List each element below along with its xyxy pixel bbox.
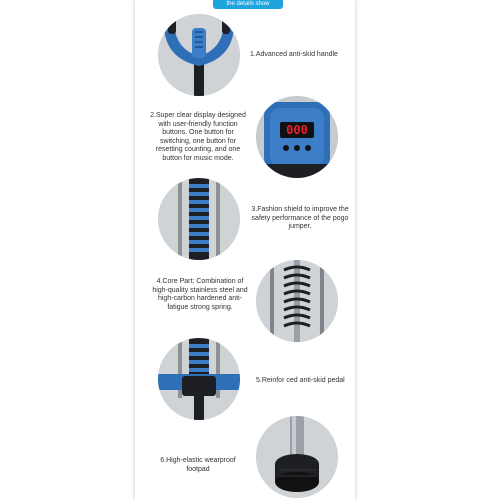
feature-2-caption: 2.Super clear display designed with user-friendly function buttons. One button for switching, one button for resetting counting, and one button for music mode. xyxy=(150,112,246,162)
feature-5-caption: 5.Reinfor ced anti-skid pedal xyxy=(256,377,345,384)
handle-graphic xyxy=(158,14,240,96)
feature-4-caption: 4.Core Part: Combination of high-quality stainless steel and high-carbon hardened anti-fatigue strong spring. xyxy=(152,278,248,311)
feature-1-caption: 1.Advanced anti-skid handle xyxy=(250,51,338,58)
footpad-image xyxy=(256,416,338,498)
spring-image xyxy=(256,260,338,342)
pedal-graphic xyxy=(158,338,240,420)
details-header: the details show xyxy=(213,0,283,9)
display-image xyxy=(256,96,338,178)
feature-6-caption: 6.High-elastic wearproof footpad xyxy=(160,457,236,473)
handle-image xyxy=(158,14,240,96)
feature-3-caption: 3.Fashion shield to improve the safety performance of the pogo jumper. xyxy=(251,206,349,230)
spring-graphic xyxy=(256,260,338,342)
shield-graphic xyxy=(158,178,240,260)
footpad-graphic xyxy=(256,416,338,498)
shield-image xyxy=(158,178,240,260)
pedal-image xyxy=(158,338,240,420)
display-digits: 000 xyxy=(286,123,308,137)
